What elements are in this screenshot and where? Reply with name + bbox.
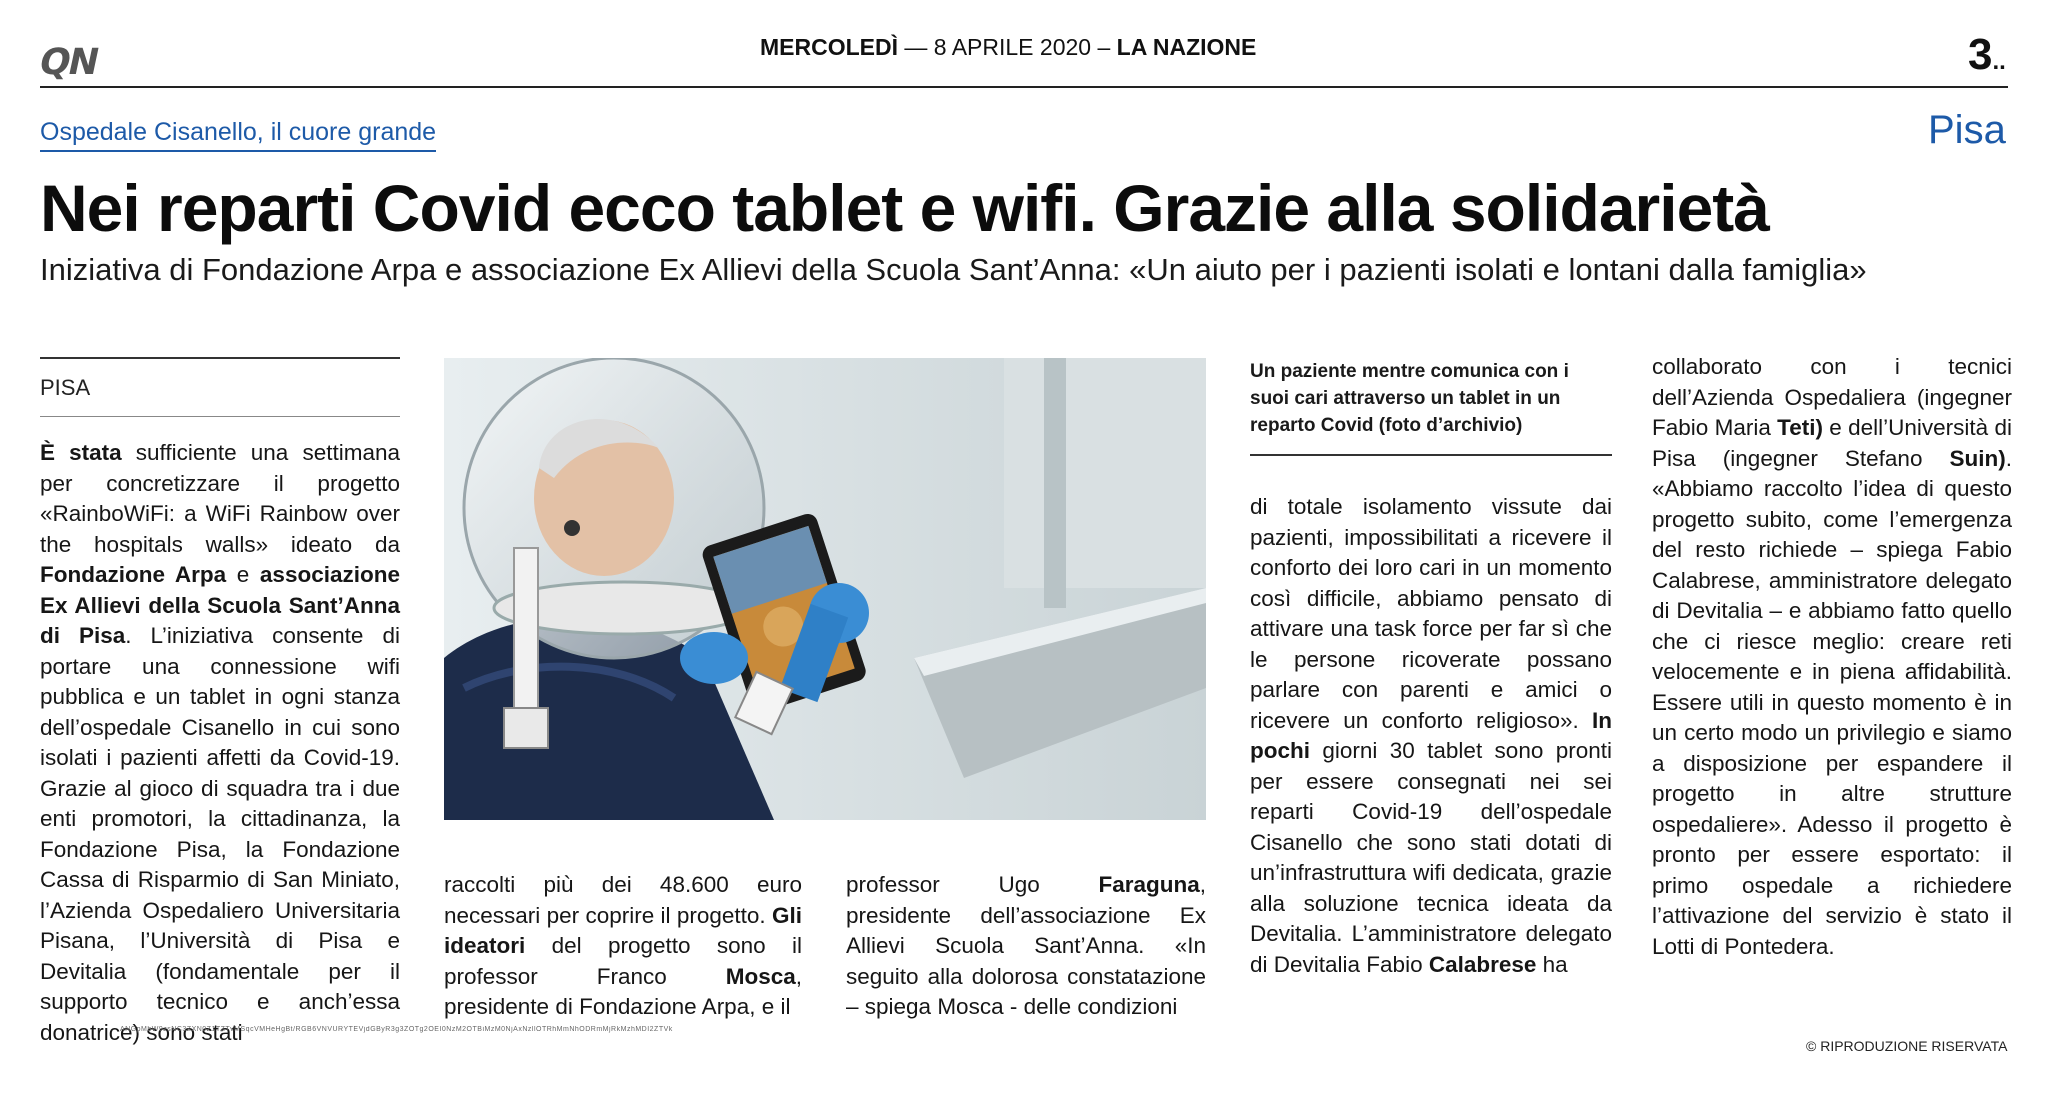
date: 8 APRILE 2020 [933, 34, 1092, 60]
patient-with-tablet-image [444, 358, 1206, 820]
weekday: MERCOLEDÌ [760, 34, 898, 60]
article-kicker: Ospedale Cisanello, il cuore grande [40, 118, 436, 152]
body-column-3: professor Ugo Faraguna, presidente dell’associazione Ex Allievi Scuola Sant’Anna. «In seguito alla dolorosa constatazione – spiega Mosca - delle condizioni [846, 872, 1206, 1019]
dash-separator: – [1097, 34, 1117, 60]
digital-watermark: ANGpMbW9zsNC3ZXN0Z1TZTvMSqcVMHeHgBt/RGB6VNVURYTEVjdGByR3g3ZOTg2OEI0NzM2OTBiMzM0NjAxNzllOTRhMmNhODRmMjRkMzhMDI2ZTVk [120, 1026, 673, 1033]
newspaper-logo: QN [35, 42, 102, 83]
masthead-divider [40, 86, 2008, 88]
copyright-notice: © RIPRODUZIONE RISERVATA [1806, 1038, 2008, 1054]
dash-separator: — [904, 34, 934, 60]
section-label: Pisa [1928, 108, 2006, 152]
body-column-5: collaborato con i tecnici dell’Azienda Ospedaliera (ingegner Fabio Maria Teti) e dell’Università di Pisa (ingegner Stefano Suin). «Abbiamo raccolto l’idea di questo progetto subito, come l’emergenza del resto richiede – spiega Fabio Calabrese, amministratore delegato di Devitalia – e abbiamo fatto quello che ci riesce meglio: creare reti velocemente e in piena affidabilità. Essere utili in questo momento è in un certo modo un privilegio e siamo a disposizione per espandere il progetto in altre strutture ospedaliere». Adesso il progetto è pronto per essere esportato: il primo ospedale a richiedere l’attivazione del servizio è stato il Lotti di Pontedera. [1652, 354, 2013, 959]
dateline [760, 34, 1256, 61]
article-photo [444, 358, 1206, 820]
article-headline: Nei reparti Covid ecco tablet e wifi. Grazie alla solidarietà [40, 171, 1769, 245]
page-dots: .. [1992, 48, 2006, 75]
place-label: PISA [40, 375, 91, 400]
article-subheadline: Iniziativa di Fondazione Arpa e associazione Ex Allievi della Scuola Sant’Anna: «Un aiuto per i pazienti isolati e lontani dalla famiglia» [40, 252, 1867, 287]
column-top-rule [40, 357, 400, 359]
body-column-1: È stata sufficiente una settimana per concretizzare il progetto «RainboWiFi: a WiFi Rainbow over the hospitals walls» ideato da Fondazione Arpa e associazione Ex Allievi della Scuola Sant’Anna di Pisa. L’iniziativa consente di portare una connessione wifi pubblica e un tablet in ogni stanza dell’ospedale Cisanello in cui sono isolati i pazienti affetti da Covid-19. Grazie al gioco di squadra tra i due enti promotori, la cittadinanza, la Fondazione Pisa, la Fondazione Cassa di Risparmio di San Miniato, l’Azienda Ospedaliero Universitaria Pisana, l’Università di Pisa e Devitalia (fondamentale per il supporto tecnico e anch’essa donatrice) sono stati [40, 440, 400, 1045]
body-column-2: raccolti più dei 48.600 euro necessari per coprire il progetto. Gli ideatori del progetto sono il professor Franco Mosca, presidente di Fondazione Arpa, e il [444, 872, 802, 1019]
newspaper-name: LA NAZIONE [1116, 34, 1257, 60]
page-number: 3.. [1968, 30, 2006, 79]
photo-caption: Un paziente mentre comunica con i suoi cari attraverso un tablet in un reparto Covid (foto d’archivio) [1250, 361, 1569, 436]
place-divider [40, 416, 400, 417]
caption-divider [1250, 454, 1612, 456]
body-column-4: di totale isolamento vissute dai pazienti, impossibilitati a ricevere il conforto dei loro cari in un momento così difficile, abbiamo pensato di attivare una task force per far sì che le persone ricoverate possano parlare con parenti e amici o ricevere un conforto religioso». In pochi giorni 30 tablet sono pronti per essere consegnati nei sei reparti Covid-19 dell’ospedale Cisanello che sono stati dotati di un’infrastruttura wifi dedicata, grazie alla soluzione tecnica ideata da Devitalia. L’amministratore delegato di Devitalia Fabio Calabrese ha [1250, 494, 1612, 977]
